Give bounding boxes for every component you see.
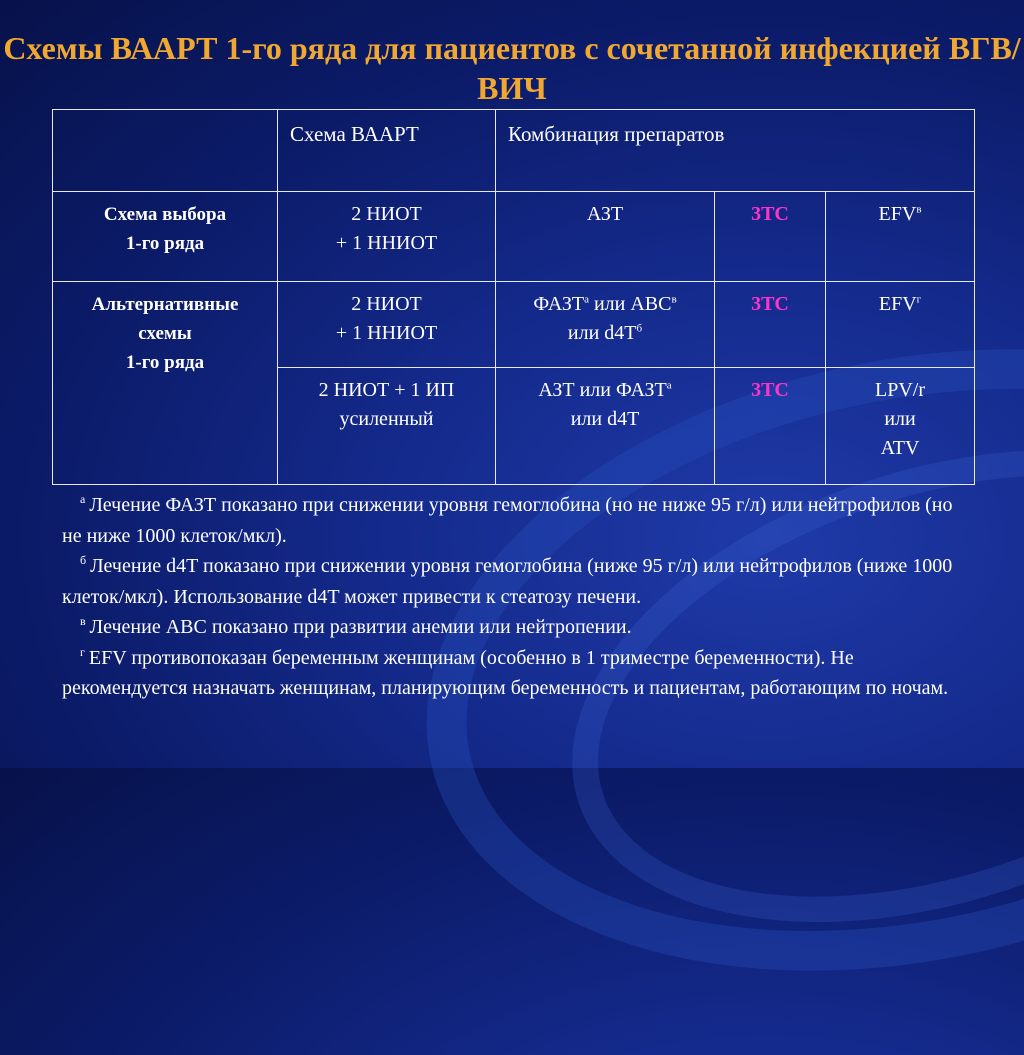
drug2-cell: 3ТС <box>715 282 826 368</box>
footnote: $^г$ EFV противопоказан беременным женщинам (особенно в 1 триместре беременности). Не рекомендуется назначать женщинам, планирующим беременность и пациентам, работающим по ночам. <box>62 644 949 699</box>
scheme-cell: 2 НИОТ + 1 ННИОТ <box>278 282 496 368</box>
drug3-cell: $EFV^г$ <box>826 282 975 368</box>
drug1-cell: $ФАЗТ^а$ или $АВС^в$ или $d4T^б$ <box>496 282 715 368</box>
footnotes <box>62 490 967 704</box>
drug3-cell: LPV/r или ATV <box>826 368 975 485</box>
footnote: $^б$ Лечение d4T показано при снижении уровня гемоглобина (ниже 95 г/л) или нейтрофилов (ниже 1000 клеток/мкл). Использование d4T может привести к стеатозу печени. <box>62 553 953 608</box>
scheme-cell: 2 НИОТ + 1 ННИОТ <box>278 192 496 282</box>
drug3-cell: $EFV^в$ <box>826 192 975 282</box>
row-label-first-choice: Схема выбора 1-го ряда <box>53 192 278 282</box>
table-row <box>53 192 975 282</box>
drug2-cell: 3ТС <box>715 192 826 282</box>
haart-table <box>52 109 975 485</box>
row-label-alternative: Альтернативные схемы 1-го ряда <box>53 282 278 485</box>
footnote: $^в$ Лечение АВС показано при развитии анемии или нейтропении. <box>80 614 632 638</box>
header-scheme: Схема ВААРТ <box>278 110 496 192</box>
table-header-row <box>53 110 975 192</box>
drug2-cell: 3ТС <box>715 368 826 485</box>
table-row <box>53 282 975 368</box>
header-empty-cell <box>53 110 278 192</box>
drug1-cell: АЗТ или $ФАЗТ^а$ или d4T <box>496 368 715 485</box>
drug1-cell: АЗТ <box>496 192 715 282</box>
header-combination: Комбинация препаратов <box>496 110 975 192</box>
slide-title: Схемы ВААРТ 1-го ряда для пациентов с сочетанной инфекцией ВГВ/ВИЧ <box>3 30 1021 106</box>
scheme-cell: 2 НИОТ + 1 ИП усиленный <box>278 368 496 485</box>
footnote: $^а$ Лечение ФАЗТ показано при снижении уровня гемоглобина (но не ниже 95 г/л) или нейтрофилов (но не ниже 1000 клеток/мкл). <box>62 492 953 547</box>
